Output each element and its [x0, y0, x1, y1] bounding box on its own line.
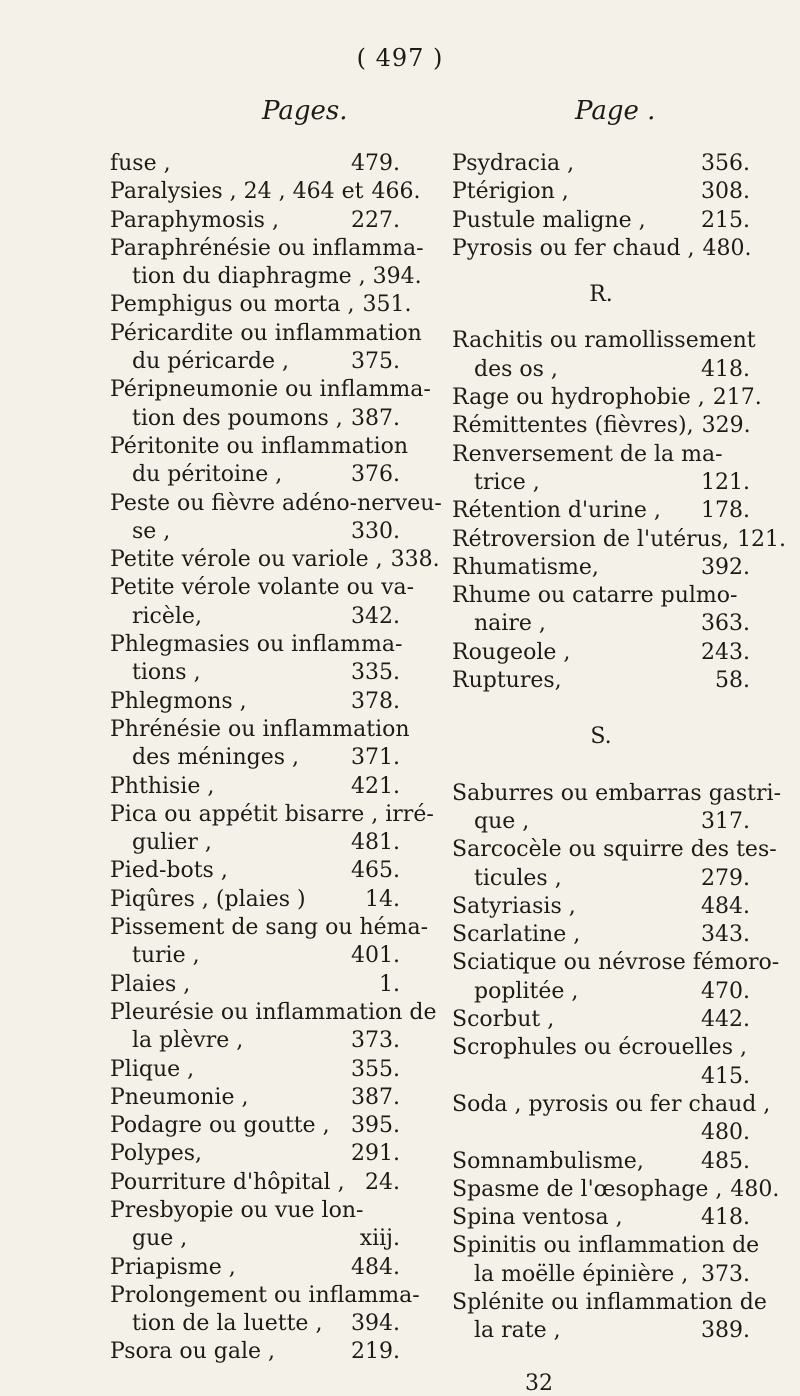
entry-page-number: 418.: [701, 356, 750, 382]
entry-text: turie ,: [132, 943, 200, 969]
index-entry: [452, 1204, 750, 1232]
left-index-column: [110, 150, 442, 1367]
entry-text: du péritoine ,: [132, 462, 283, 488]
index-entry: [452, 1119, 750, 1147]
entry-page-number: 373.: [351, 1028, 400, 1054]
index-entry: [110, 1225, 400, 1253]
index-entry: [452, 1176, 780, 1204]
entry-page-number: 387.: [351, 1084, 400, 1110]
right-index-column: [452, 150, 787, 1346]
index-entry: [452, 178, 750, 206]
index-entry: [110, 1197, 400, 1225]
entry-text: Priapisme ,: [110, 1254, 236, 1280]
entry-text: Rachitis ou ramollissement: [452, 328, 756, 354]
entry-page-number: 363.: [701, 611, 750, 637]
index-entry: [110, 1084, 400, 1112]
entry-text: Soda , pyrosis ou fer chaud ,: [452, 1091, 771, 1117]
index-entry: [110, 631, 403, 659]
entry-text: trice ,: [474, 469, 540, 495]
index-entry: [110, 574, 415, 602]
entry-text: Ptérigion ,: [452, 179, 569, 205]
entry-page-number: 121.: [701, 469, 750, 495]
index-entry: [110, 999, 437, 1027]
entry-page-number: 291.: [351, 1141, 400, 1167]
index-entry: [110, 603, 400, 631]
entry-text: Satyriasis ,: [452, 893, 576, 919]
entry-page-number: 178.: [701, 498, 750, 524]
index-entry: [452, 1148, 750, 1176]
entry-page-number: [414, 574, 422, 602]
entry-text: tion des poumons ,: [132, 405, 343, 431]
entry-page-number: 14.: [365, 886, 400, 912]
entry-page-number: 418.: [701, 1205, 750, 1231]
index-entry: [110, 1112, 400, 1140]
s-entries: [452, 780, 782, 1346]
entry-text: Piqûres , (plaies ): [110, 886, 306, 912]
entry-page-number: [781, 780, 789, 808]
entry-text: Sarcocèle ou squirre des tes-: [452, 837, 777, 863]
entry-page-number: [408, 433, 416, 461]
index-entry: [110, 1254, 400, 1282]
entry-page-number: [770, 1091, 778, 1119]
entry-page-number: 395.: [351, 1113, 400, 1139]
index-entry: [452, 1261, 750, 1289]
entry-text: Spinitis ou inflammation de: [452, 1233, 760, 1259]
entry-page-number: 356.: [701, 151, 750, 176]
index-entry: [452, 1034, 750, 1062]
entry-text: se ,: [132, 518, 171, 544]
entry-text: la rate ,: [474, 1318, 561, 1344]
entry-page-number: 421.: [351, 773, 400, 799]
index-entry: [110, 178, 421, 206]
entry-page-number: [767, 1289, 775, 1317]
entry-text: Plaies ,: [110, 971, 191, 997]
entry-page-number: 58.: [715, 668, 750, 694]
entry-page-number: [777, 836, 785, 864]
index-entry: [110, 688, 400, 716]
index-entry: [110, 348, 400, 376]
index-entry: [452, 949, 780, 977]
entry-page-number: 355.: [351, 1056, 400, 1082]
entry-page-number: 479.: [351, 151, 400, 176]
entry-text: Psora ou gale ,: [110, 1339, 276, 1365]
index-entry: [110, 829, 400, 857]
index-entry: [452, 441, 750, 469]
index-entry: [452, 836, 777, 864]
entry-page-number: 442.: [701, 1007, 750, 1033]
left-column-header: Pages.: [262, 96, 348, 126]
entry-page-number: xiij.: [359, 1226, 400, 1252]
right-column-header: Page .: [575, 96, 656, 126]
entry-text: Podagre ou goutte ,: [110, 1113, 330, 1139]
entry-page-number: 376.: [351, 462, 400, 488]
entry-text: Plique ,: [110, 1056, 195, 1082]
entry-page-number: 484.: [351, 1254, 400, 1280]
entry-text: Pemphigus ou morta ,: [110, 292, 355, 318]
entry-page-number: [747, 1034, 755, 1062]
index-entry: [110, 716, 410, 744]
entry-page-number: 415.: [701, 1063, 750, 1089]
index-entry: [452, 526, 787, 554]
entry-text: Pourriture d'hôpital ,: [110, 1169, 345, 1195]
entry-page-number: 1.: [379, 971, 400, 997]
index-entry: [452, 150, 750, 178]
entry-text: Rage ou hydrophobie ,: [452, 385, 705, 411]
index-entry: [452, 639, 750, 667]
index-entry: [452, 582, 750, 610]
entry-text: Renversement de la ma-: [452, 441, 723, 467]
entry-page-number: [742, 582, 750, 610]
entry-text: que ,: [474, 808, 530, 834]
index-entry: [452, 235, 750, 263]
index-entry: [110, 433, 409, 461]
index-entry: [110, 1338, 400, 1366]
entry-text: Somnambulisme,: [452, 1148, 644, 1174]
entry-text: Scorbut ,: [452, 1007, 555, 1033]
entry-text: ticules ,: [474, 865, 562, 891]
entry-page-number: 317.: [701, 808, 750, 834]
entry-text: Scrophules ou écrouelles ,: [452, 1035, 747, 1061]
entry-page-number: 466.: [371, 179, 421, 205]
entry-text: Pneumonie ,: [110, 1084, 249, 1110]
entry-text: des méninges ,: [132, 745, 300, 771]
entry-page-number: 392.: [701, 554, 750, 580]
entry-page-number: 375.: [351, 349, 400, 375]
entry-text: Ruptures,: [452, 668, 562, 694]
entry-text: fuse ,: [110, 151, 171, 176]
index-entry: [110, 1282, 420, 1310]
entry-page-number: 243.: [701, 639, 750, 665]
index-entry: [452, 1091, 771, 1119]
index-entry: [452, 1063, 750, 1091]
entry-text: Rétention d'urine ,: [452, 498, 661, 524]
entry-text: la moëlle épinière ,: [474, 1261, 689, 1287]
entry-text: Phlegmasies ou inflamma-: [110, 632, 403, 658]
index-entry: [452, 554, 750, 582]
entry-text: gulier ,: [132, 830, 212, 856]
entry-text: Splénite ou inflammation de: [452, 1289, 767, 1315]
index-entry: [110, 1056, 400, 1084]
entry-page-number: 335.: [351, 660, 400, 686]
index-entry: [110, 207, 400, 235]
entry-page-number: 481.: [351, 830, 400, 856]
entry-text: Phthisie ,: [110, 773, 215, 799]
entry-text: Pica ou appétit bisarre , irré-: [110, 801, 434, 827]
entry-text: Pleurésie ou inflammation de: [110, 999, 437, 1025]
entry-text: Péricardite ou inflammation: [110, 320, 422, 346]
entry-text: Prolongement ou inflamma-: [110, 1282, 420, 1308]
entry-page-number: 480.: [701, 1120, 750, 1146]
entry-text: Pissement de sang ou héma-: [110, 915, 429, 941]
section-letter-r: R.: [589, 282, 613, 308]
entry-text: Rétroversion de l'utérus,: [452, 526, 730, 552]
signature-mark: 32: [525, 1371, 553, 1396]
entry-page-number: 465.: [351, 858, 400, 884]
entry-text: Rougeole ,: [452, 639, 571, 665]
index-entry: [452, 356, 750, 384]
entry-text: Saburres ou embarras gastri-: [452, 780, 782, 806]
index-entry: [110, 235, 424, 263]
index-entry: [110, 914, 429, 942]
entry-text: Spasme de l'œsophage ,: [452, 1176, 723, 1202]
index-entry: [452, 327, 756, 355]
entry-page-number: 330.: [351, 518, 400, 544]
entry-page-number: 401.: [351, 943, 400, 969]
r-entries: [452, 327, 787, 695]
p-entries: [452, 150, 750, 263]
index-entry: [452, 1289, 767, 1317]
entry-page-number: 343.: [701, 922, 750, 948]
entry-page-number: 484.: [701, 893, 750, 919]
index-entry: [110, 971, 400, 999]
index-entry: [110, 857, 400, 885]
index-entry: [110, 744, 400, 772]
entry-page-number: 279.: [701, 865, 750, 891]
entry-text: Pustule maligne ,: [452, 207, 646, 233]
entry-page-number: 394.: [351, 1311, 400, 1337]
entry-text: Paraphymosis ,: [110, 207, 279, 233]
entry-page-number: 373.: [701, 1261, 750, 1287]
index-entry: [110, 320, 422, 348]
index-entry: [110, 1027, 400, 1055]
index-entry: [110, 659, 400, 687]
entry-page-number: [402, 631, 410, 659]
entry-page-number: [410, 716, 418, 744]
index-entry: [452, 893, 750, 921]
entry-page-number: 378.: [351, 688, 400, 714]
index-entry: [110, 461, 400, 489]
index-entry: [452, 384, 762, 412]
index-entry: [110, 518, 400, 546]
entry-text: tion du diaphragme , 394.: [132, 264, 422, 290]
entry-text: Polypes,: [110, 1141, 203, 1167]
entry-text: Psydracia ,: [452, 151, 575, 176]
entry-page-number: [422, 263, 430, 291]
index-entry: [110, 376, 431, 404]
entry-page-number: [442, 490, 450, 518]
entry-text: poplitée ,: [474, 978, 579, 1004]
index-entry: [452, 1317, 750, 1345]
entry-text: Rémittentes (fièvres),: [452, 413, 694, 439]
index-entry: [110, 291, 412, 319]
entry-text: Sciatique ou névrose fémoro-: [452, 950, 780, 976]
entry-text: tions ,: [132, 660, 201, 686]
index-entry: [452, 667, 750, 695]
entry-text: Scarlatine ,: [452, 922, 581, 948]
entry-page-number: [434, 801, 442, 829]
index-entry: [452, 497, 750, 525]
entry-text: naire ,: [474, 611, 546, 637]
index-entry: [110, 886, 400, 914]
entry-page-number: [742, 441, 750, 469]
entry-text: Paraphrénésie ou inflamma-: [110, 235, 424, 261]
entry-page-number: 308.: [701, 179, 750, 205]
index-entry: [110, 942, 400, 970]
index-entry: [110, 801, 434, 829]
entry-page-number: [431, 376, 439, 404]
index-entry: [452, 978, 750, 1006]
entry-text: Péripneumonie ou inflamma-: [110, 377, 431, 403]
entry-text: gue ,: [132, 1226, 188, 1252]
entry-text: Spina ventosa ,: [452, 1205, 623, 1231]
entry-text: des os ,: [474, 356, 558, 382]
entry-text: Pyrosis ou fer chaud ,: [452, 235, 695, 261]
entry-page-number: 24.: [365, 1169, 400, 1195]
section-letter-s: S.: [590, 724, 612, 750]
entry-page-number: 389.: [701, 1318, 750, 1344]
index-entry: [110, 773, 400, 801]
index-entry: [110, 1310, 400, 1338]
entry-page-number: 485.: [701, 1148, 750, 1174]
index-entry: [452, 610, 750, 638]
entry-page-number: 480.: [702, 235, 752, 261]
entry-page-number: [422, 320, 430, 348]
entry-page-number: 480.: [730, 1176, 780, 1202]
entry-text: Presbyopie ou vue lon-: [110, 1197, 364, 1223]
index-entry: [452, 1232, 760, 1260]
index-entry: [110, 490, 442, 518]
index-entry: [110, 150, 400, 178]
entry-page-number: [756, 327, 764, 355]
entry-text: ricèle,: [132, 603, 202, 629]
index-entry: [110, 546, 440, 574]
entry-page-number: [779, 949, 787, 977]
entry-page-number: [420, 1282, 428, 1310]
index-entry: [110, 1140, 400, 1168]
index-entry: [452, 780, 782, 808]
entry-page-number: 217.: [712, 385, 762, 411]
entry-text: Petite vérole volante ou va-: [110, 575, 415, 601]
entry-text: Rhume ou catarre pulmo-: [452, 583, 738, 609]
entry-text: Petite vérole ou variole ,: [110, 547, 383, 573]
entry-page-number: [428, 914, 436, 942]
entry-text: la plèvre ,: [132, 1028, 244, 1054]
entry-page-number: 342.: [351, 603, 400, 629]
entry-page-number: 371.: [351, 745, 400, 771]
index-entry: [452, 207, 750, 235]
entry-page-number: 351.: [362, 292, 412, 318]
entry-page-number: [392, 1197, 400, 1225]
index-entry: [452, 469, 750, 497]
entry-page-number: 227.: [351, 207, 400, 233]
entry-text: Peste ou fièvre adéno-nerveu-: [110, 490, 442, 516]
entry-page-number: 387.: [351, 405, 400, 431]
entry-page-number: 121.: [737, 526, 787, 552]
entry-page-number: 219.: [351, 1339, 400, 1365]
index-entry: [452, 412, 750, 440]
entry-text: Rhumatisme,: [452, 554, 599, 580]
entry-text: Phrénésie ou inflammation: [110, 716, 410, 742]
entry-text: Phlegmons ,: [110, 688, 247, 714]
entry-page-number: [437, 999, 445, 1027]
entry-text: du péricarde ,: [132, 349, 289, 375]
index-entry: [110, 405, 400, 433]
index-entry: [452, 865, 750, 893]
index-entry: [452, 921, 750, 949]
index-entry: [110, 263, 422, 291]
entry-text: Pied-bots ,: [110, 858, 228, 884]
index-entry: [452, 1006, 750, 1034]
entry-page-number: 338.: [390, 547, 440, 573]
page-number: ( 497 ): [356, 44, 444, 72]
entry-text: tion de la luette ,: [132, 1311, 323, 1337]
index-entry: [110, 1169, 400, 1197]
entry-text: Paralysies , 24 , 464 et: [110, 179, 364, 205]
entry-page-number: 470.: [701, 978, 750, 1004]
entry-page-number: [424, 235, 432, 263]
entry-page-number: [759, 1232, 767, 1260]
entry-page-number: 215.: [701, 207, 750, 233]
entry-text: Péritonite ou inflammation: [110, 433, 409, 459]
index-entry: [452, 808, 750, 836]
entry-page-number: 329.: [701, 413, 751, 439]
